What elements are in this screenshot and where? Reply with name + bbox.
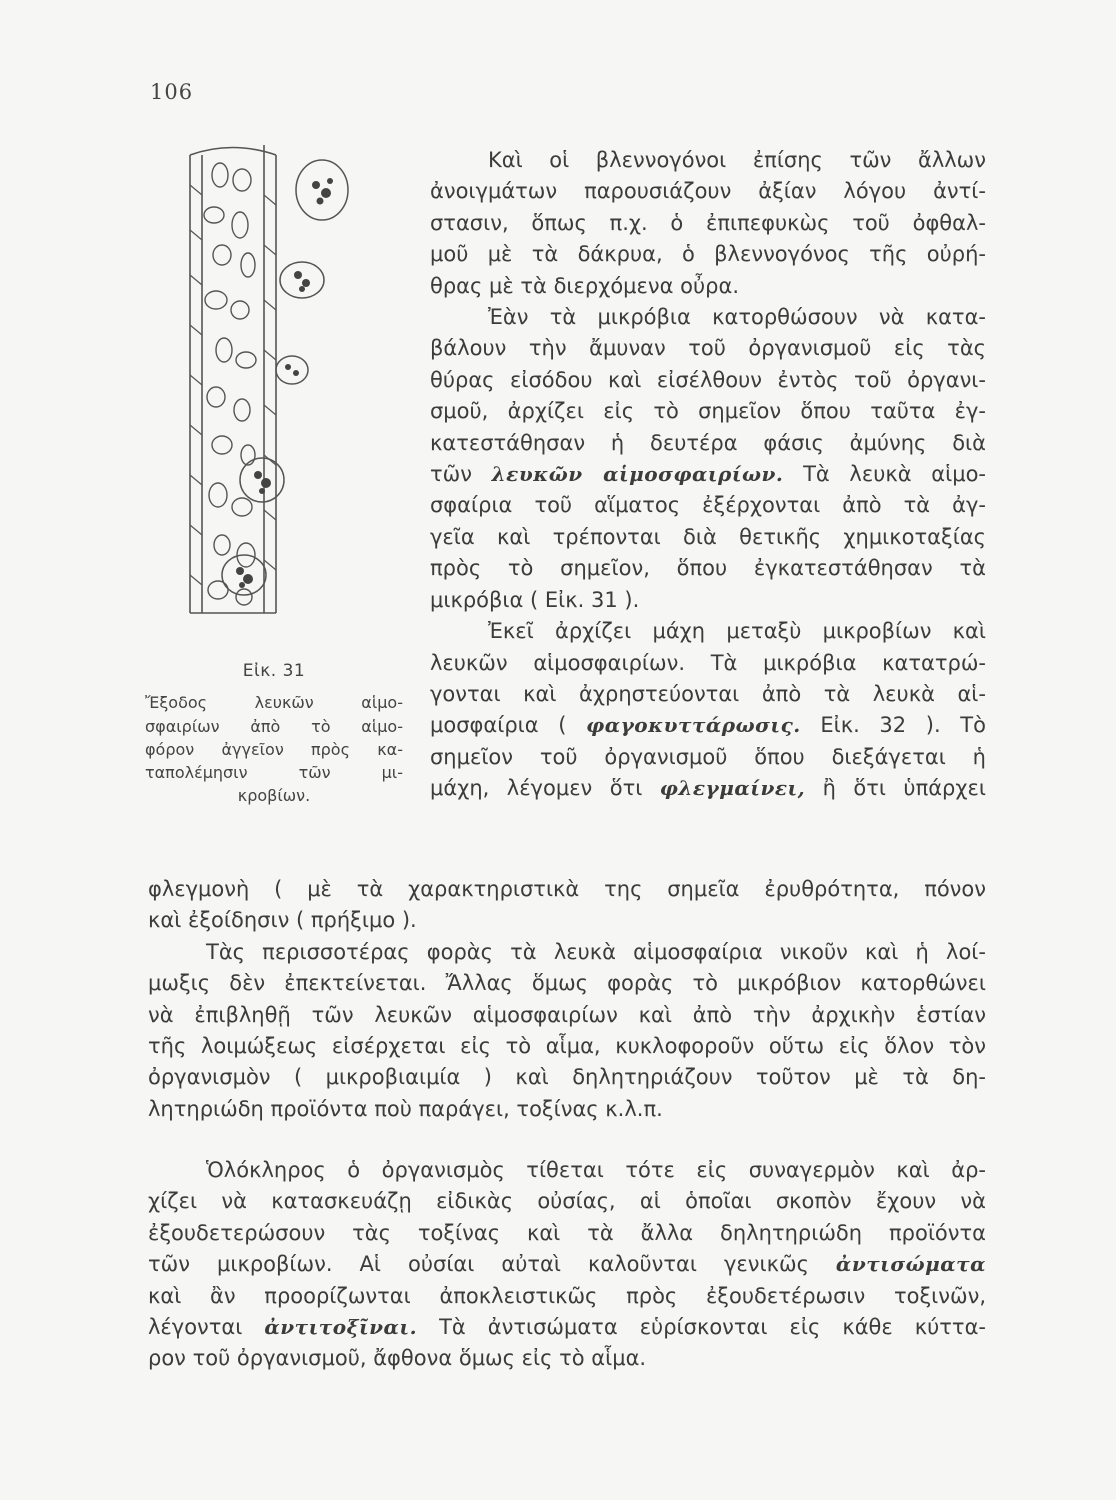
- text-fragment: ἢ ὅτι ὑπάρχει: [805, 776, 986, 801]
- bold-term-phagocytosis: φαγοκυττάρωσις.: [586, 713, 801, 738]
- text-line: γονται καὶ ἀχρηστεύονται ἀπὸ τὰ λευκὰ αἱ-: [430, 681, 986, 706]
- full-width-text-2: [148, 1155, 986, 1375]
- text-line: Ἐκεῖ ἀρχίζει μάχη μεταξὺ μικροβίων καὶ: [488, 619, 986, 644]
- text-line: μωξις δὲν ἐπεκτείνεται. Ἄλλας ὅμως φορὰς τὸ μικρόβιον κατορθώνει: [148, 971, 986, 996]
- text-line: σημεῖον τοῦ ὀργανισμοῦ ὅπου διεξάγεται ἡ: [430, 744, 986, 769]
- figure-label: Εἰκ. 31: [242, 661, 306, 681]
- text-line: βάλουν τὴν ἄμυναν τοῦ ὀργανισμοῦ εἰς τὰς: [430, 336, 986, 361]
- text-line: ἐξουδετερώσουν τὰς τοξίνας καὶ τὰ ἄλλα δηλητηριώδη προϊόντα: [148, 1220, 986, 1245]
- text-line: [430, 710, 986, 741]
- text-line: θύρας εἰσόδου καὶ εἰσέλθουν ἐντὸς τοῦ ὀργανι-: [430, 367, 986, 392]
- text-line: χίζει νὰ κατασκευάζῃ εἰδικὰς οὐσίας, αἱ ὁποῖαι σκοπὸν ἔχουν νὰ: [148, 1189, 986, 1214]
- text-fragment: Εἰκ. 32 ). Τὸ: [800, 713, 986, 738]
- text-line: [148, 1312, 986, 1343]
- text-line: στασιν, ὅπως π.χ. ὁ ἐπιπεφυκὼς τοῦ ὀφθαλ-: [430, 210, 986, 235]
- full-width-text: [148, 874, 986, 1125]
- text-fragment: Τὰ ἀντισώματα εὑρίσκονται εἰς κάθε κύττα-: [417, 1315, 986, 1340]
- text-line: λευκῶν αἱμοσφαιρίων. Τὰ μικρόβια κατατρώ-: [430, 650, 986, 675]
- bold-term-antibodies: ἀντισώματα: [835, 1252, 986, 1277]
- bold-term-inflames: φλεγμαίνει,: [659, 776, 806, 801]
- text-line: λητηριώδη προϊόντα ποὺ παράγει, τοξίνας κ.λ.π.: [148, 1096, 663, 1121]
- text-fragment: τῶν μικροβίων. Αἱ οὐσίαι αὐταὶ καλοῦνται γενικῶς: [148, 1252, 836, 1277]
- text-line: σφαίρια τοῦ αἵματος ἐξέρχονται ἀπὸ τὰ ἀγ-: [430, 493, 986, 518]
- text-fragment: Τὰ λευκὰ αἱμο-: [783, 462, 986, 487]
- text-line: φλεγμονὴ ( μὲ τὰ χαρακτηριστικὰ της σημεῖα ἐρυθρότητα, πόνον: [148, 877, 986, 901]
- text-line: μικρόβια ( Εἰκ. 31 ).: [430, 587, 640, 612]
- caption-line: κροβίων.: [237, 786, 311, 806]
- bold-term-antitoxins: ἀντιτοξῖναι.: [264, 1315, 418, 1340]
- text-line: πρὸς τὸ σημεῖον, ὅπου ἐγκατεστάθησαν τὰ: [430, 556, 986, 581]
- bold-term-leukocytes: λευκῶν αἱμοσφαιρίων.: [491, 462, 784, 487]
- right-column-text: [430, 145, 986, 805]
- text-line: τῆς λοιμώξεως εἰσέρχεται εἰς τὸ αἷμα, κυκλοφοροῦν οὕτω εἰς ὅλον τὸν: [148, 1034, 986, 1059]
- text-line: ἀνοιγμάτων παρουσιάζουν ἀξίαν λόγου ἀντί-: [430, 179, 986, 204]
- text-line: [148, 1249, 986, 1280]
- text-line: [430, 459, 986, 490]
- caption-line: σφαιρίων ἀπὸ τὸ αἱμο-: [145, 716, 403, 736]
- text-line: [430, 773, 986, 804]
- figure-caption: [145, 660, 403, 808]
- text-line: Ἐὰν τὰ μικρόβια κατορθώσουν νὰ κατα-: [488, 305, 986, 330]
- text-fragment: τῶν: [430, 462, 492, 487]
- text-fragment: μάχη, λέγομεν ὅτι: [430, 776, 660, 801]
- text-line: καὶ ἐξοίδησιν ( πρήξιμο ).: [148, 908, 417, 933]
- text-line: ὀργανισμὸν ( μικροβιαιμία ) καὶ δηλητηριάζουν τοῦτον μὲ τὰ δη-: [148, 1065, 986, 1090]
- text-line: σμοῦ, ἀρχίζει εἰς τὸ σημεῖον ὅπου ταῦτα ἐγ-: [430, 399, 986, 424]
- text-line: Τὰς περισσοτέρας φορὰς τὰ λευκὰ αἱμοσφαίρια νικοῦν καὶ ἡ λοί-: [206, 939, 986, 964]
- caption-line: ταπολέμησιν τῶν μι-: [145, 763, 403, 783]
- caption-line: φόρον ἀγγεῖον πρὸς κα-: [145, 739, 403, 759]
- text-line: θρας μὲ τὰ διερχόμενα οὖρα.: [430, 273, 739, 298]
- text-line: γεῖα καὶ τρέπονται διὰ θετικῆς χημικοταξίας: [430, 524, 986, 549]
- text-line: Ὁλόκληρος ὁ ὀργανισμὸς τίθεται τότε εἰς συναγερμὸν καὶ ἀρ-: [206, 1158, 986, 1182]
- text-fragment: λέγονται: [148, 1315, 265, 1340]
- text-fragment: μοσφαίρια (: [430, 713, 587, 738]
- caption-line: Ἔξοδος λευκῶν αἱμο-: [145, 693, 403, 713]
- text-line: Καὶ οἱ βλεννογόνοι ἐπίσης τῶν ἄλλων: [488, 148, 986, 172]
- text-line: νὰ ἐπιβληθῇ τῶν λευκῶν αἱμοσφαιρίων καὶ ἀπὸ τὴν ἀρχικὴν ἑστίαν: [148, 1002, 986, 1027]
- blood-vessel-illustration: [182, 135, 362, 625]
- text-line: κατεστάθησαν ἡ δευτέρα φάσις ἀμύνης διὰ: [430, 430, 986, 455]
- text-line: καὶ ἂν προορίζωνται ἀποκλειστικῶς πρὸς ἐξουδετέρωσιν τοξινῶν,: [148, 1283, 986, 1308]
- text-line: μοῦ μὲ τὰ δάκρυα, ὁ βλεννογόνος τῆς οὐρή-: [430, 242, 986, 267]
- text-line: ρον τοῦ ὀργανισμοῦ, ἄφθονα ὅμως εἰς τὸ αἷμα.: [148, 1346, 647, 1371]
- page-number: 106: [150, 80, 194, 104]
